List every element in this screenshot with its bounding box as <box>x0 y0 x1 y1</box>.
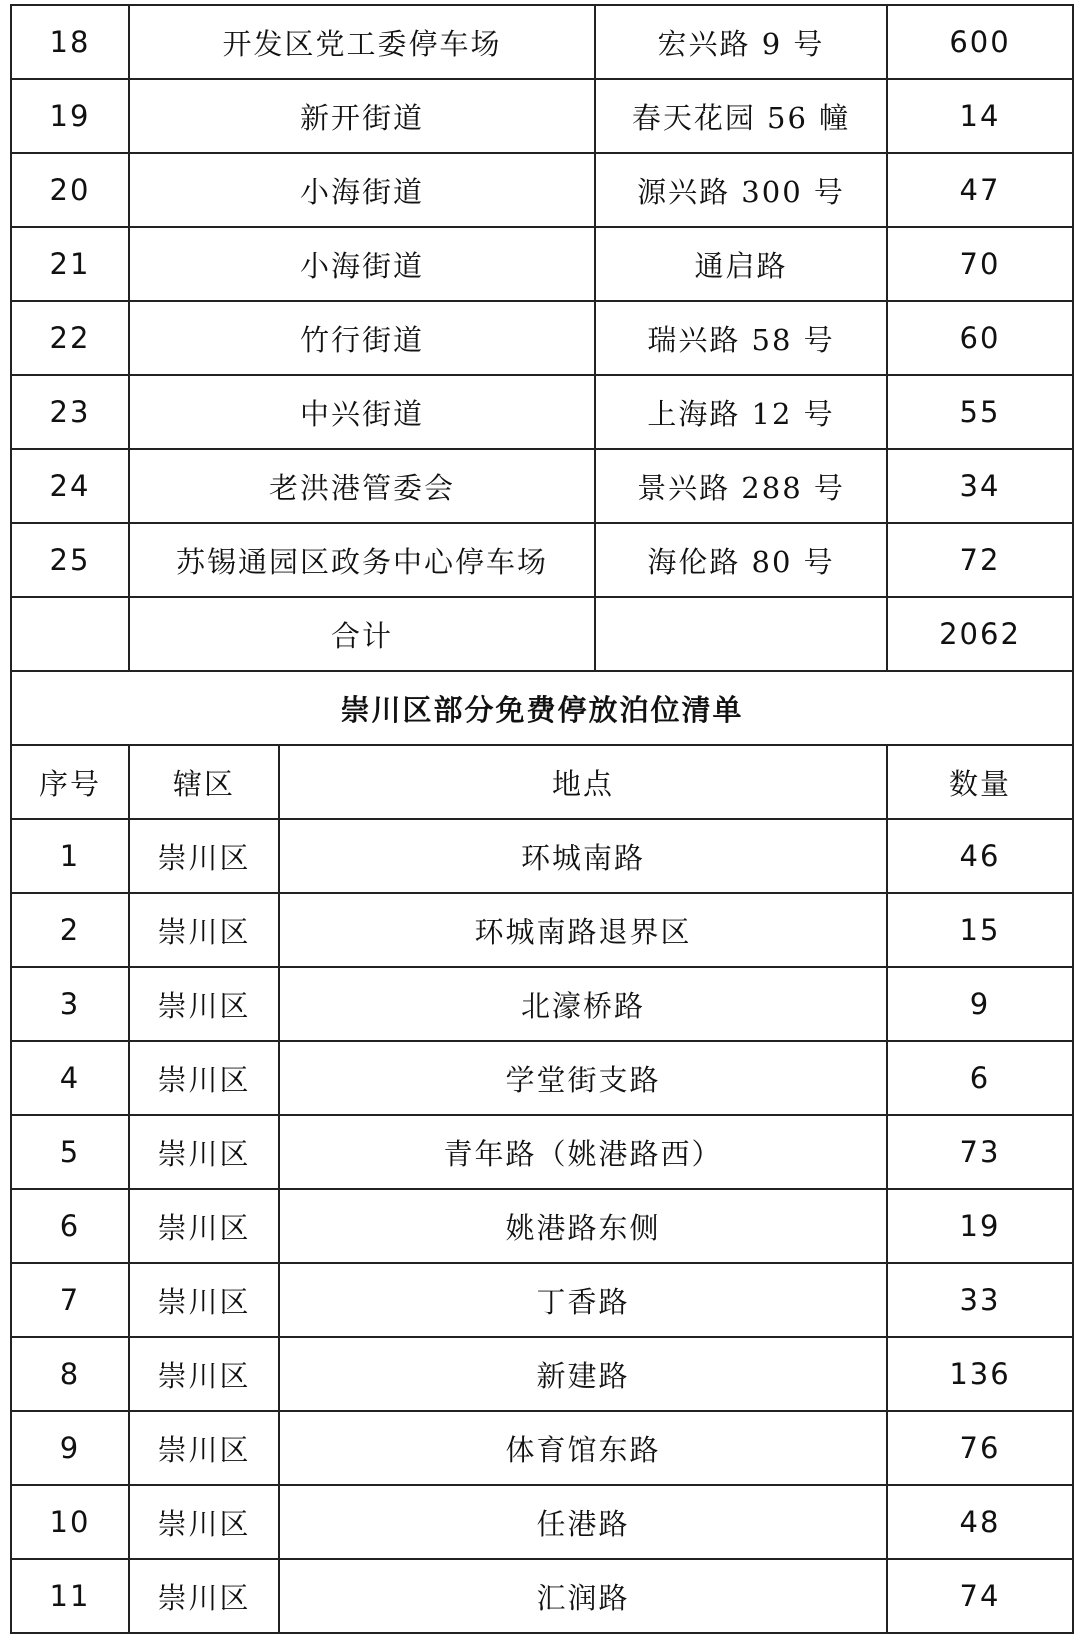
row-count: 46 <box>887 819 1073 893</box>
row-number: 2 <box>11 893 129 967</box>
table-row <box>11 1041 1073 1115</box>
row-address: 海伦路 80 号 <box>595 523 887 597</box>
row-district: 崇川区 <box>129 1263 279 1337</box>
row-count: 15 <box>887 893 1073 967</box>
table-row <box>11 375 1073 449</box>
row-address: 景兴路 288 号 <box>595 449 887 523</box>
table-row <box>11 227 1073 301</box>
row-number: 1 <box>11 819 129 893</box>
row-number: 19 <box>11 79 129 153</box>
row-count: 70 <box>887 227 1073 301</box>
row-count: 136 <box>887 1337 1073 1411</box>
row-location: 体育馆东路 <box>279 1411 887 1485</box>
section-title: 崇川区部分免费停放泊位清单 <box>11 671 1073 745</box>
section-title-row <box>11 671 1073 745</box>
row-number: 20 <box>11 153 129 227</box>
row-district: 崇川区 <box>129 1189 279 1263</box>
row-location: 青年路（姚港路西） <box>279 1115 887 1189</box>
row-number: 11 <box>11 1559 129 1633</box>
row-unit-name: 竹行街道 <box>129 301 595 375</box>
row-count: 60 <box>887 301 1073 375</box>
header-district: 辖区 <box>129 745 279 819</box>
row-count: 6 <box>887 1041 1073 1115</box>
row-count: 33 <box>887 1263 1073 1337</box>
row-district: 崇川区 <box>129 1411 279 1485</box>
row-location: 学堂街支路 <box>279 1041 887 1115</box>
table-row <box>11 819 1073 893</box>
row-district: 崇川区 <box>129 1041 279 1115</box>
row-count: 600 <box>887 5 1073 79</box>
row-count: 19 <box>887 1189 1073 1263</box>
row-location: 汇润路 <box>279 1559 887 1633</box>
table-row <box>11 1115 1073 1189</box>
row-number: 3 <box>11 967 129 1041</box>
table-row <box>11 449 1073 523</box>
row-unit-name: 新开街道 <box>129 79 595 153</box>
total-empty-cell <box>11 597 129 671</box>
row-location: 姚港路东侧 <box>279 1189 887 1263</box>
row-address: 上海路 12 号 <box>595 375 887 449</box>
row-number: 10 <box>11 1485 129 1559</box>
table-row <box>11 1485 1073 1559</box>
row-unit-name: 老洪港管委会 <box>129 449 595 523</box>
row-address: 春天花园 56 幢 <box>595 79 887 153</box>
row-number: 5 <box>11 1115 129 1189</box>
chongchuan-parking-rows <box>11 671 1073 1633</box>
row-unit-name: 苏锡通园区政务中心停车场 <box>129 523 595 597</box>
row-number: 21 <box>11 227 129 301</box>
row-number: 9 <box>11 1411 129 1485</box>
row-location: 丁香路 <box>279 1263 887 1337</box>
row-number: 4 <box>11 1041 129 1115</box>
table-row <box>11 1263 1073 1337</box>
row-district: 崇川区 <box>129 1337 279 1411</box>
row-district: 崇川区 <box>129 1559 279 1633</box>
row-count: 55 <box>887 375 1073 449</box>
row-location: 任港路 <box>279 1485 887 1559</box>
development-zone-parking-rows <box>11 5 1073 671</box>
table-row <box>11 153 1073 227</box>
table-row <box>11 1559 1073 1633</box>
row-count: 47 <box>887 153 1073 227</box>
row-number: 23 <box>11 375 129 449</box>
total-label: 合计 <box>129 597 595 671</box>
row-number: 8 <box>11 1337 129 1411</box>
table-row <box>11 893 1073 967</box>
row-count: 73 <box>887 1115 1073 1189</box>
table-row <box>11 967 1073 1041</box>
header-location: 地点 <box>279 745 887 819</box>
row-district: 崇川区 <box>129 1115 279 1189</box>
row-unit-name: 开发区党工委停车场 <box>129 5 595 79</box>
header-row <box>11 745 1073 819</box>
row-location: 环城南路退界区 <box>279 893 887 967</box>
row-district: 崇川区 <box>129 893 279 967</box>
row-unit-name: 中兴街道 <box>129 375 595 449</box>
table-row <box>11 301 1073 375</box>
row-location: 环城南路 <box>279 819 887 893</box>
row-count: 48 <box>887 1485 1073 1559</box>
row-unit-name: 小海街道 <box>129 153 595 227</box>
table-row <box>11 1337 1073 1411</box>
row-address: 源兴路 300 号 <box>595 153 887 227</box>
row-count: 9 <box>887 967 1073 1041</box>
row-number: 6 <box>11 1189 129 1263</box>
table-row <box>11 1411 1073 1485</box>
row-count: 76 <box>887 1411 1073 1485</box>
chongchuan-parking-table <box>10 670 1074 1634</box>
row-number: 25 <box>11 523 129 597</box>
total-row <box>11 597 1073 671</box>
row-district: 崇川区 <box>129 1485 279 1559</box>
row-number: 22 <box>11 301 129 375</box>
table-row <box>11 1189 1073 1263</box>
row-number: 7 <box>11 1263 129 1337</box>
table-row <box>11 523 1073 597</box>
row-district: 崇川区 <box>129 819 279 893</box>
row-address: 宏兴路 9 号 <box>595 5 887 79</box>
row-unit-name: 小海街道 <box>129 227 595 301</box>
total-empty-cell <box>595 597 887 671</box>
row-location: 新建路 <box>279 1337 887 1411</box>
development-zone-parking-table <box>10 4 1074 672</box>
table-row <box>11 79 1073 153</box>
row-count: 74 <box>887 1559 1073 1633</box>
row-count: 14 <box>887 79 1073 153</box>
total-value: 2062 <box>887 597 1073 671</box>
row-count: 72 <box>887 523 1073 597</box>
row-number: 24 <box>11 449 129 523</box>
row-district: 崇川区 <box>129 967 279 1041</box>
row-number: 18 <box>11 5 129 79</box>
table-row <box>11 5 1073 79</box>
row-location: 北濠桥路 <box>279 967 887 1041</box>
header-no: 序号 <box>11 745 129 819</box>
row-address: 瑞兴路 58 号 <box>595 301 887 375</box>
header-count: 数量 <box>887 745 1073 819</box>
row-address: 通启路 <box>595 227 887 301</box>
row-count: 34 <box>887 449 1073 523</box>
